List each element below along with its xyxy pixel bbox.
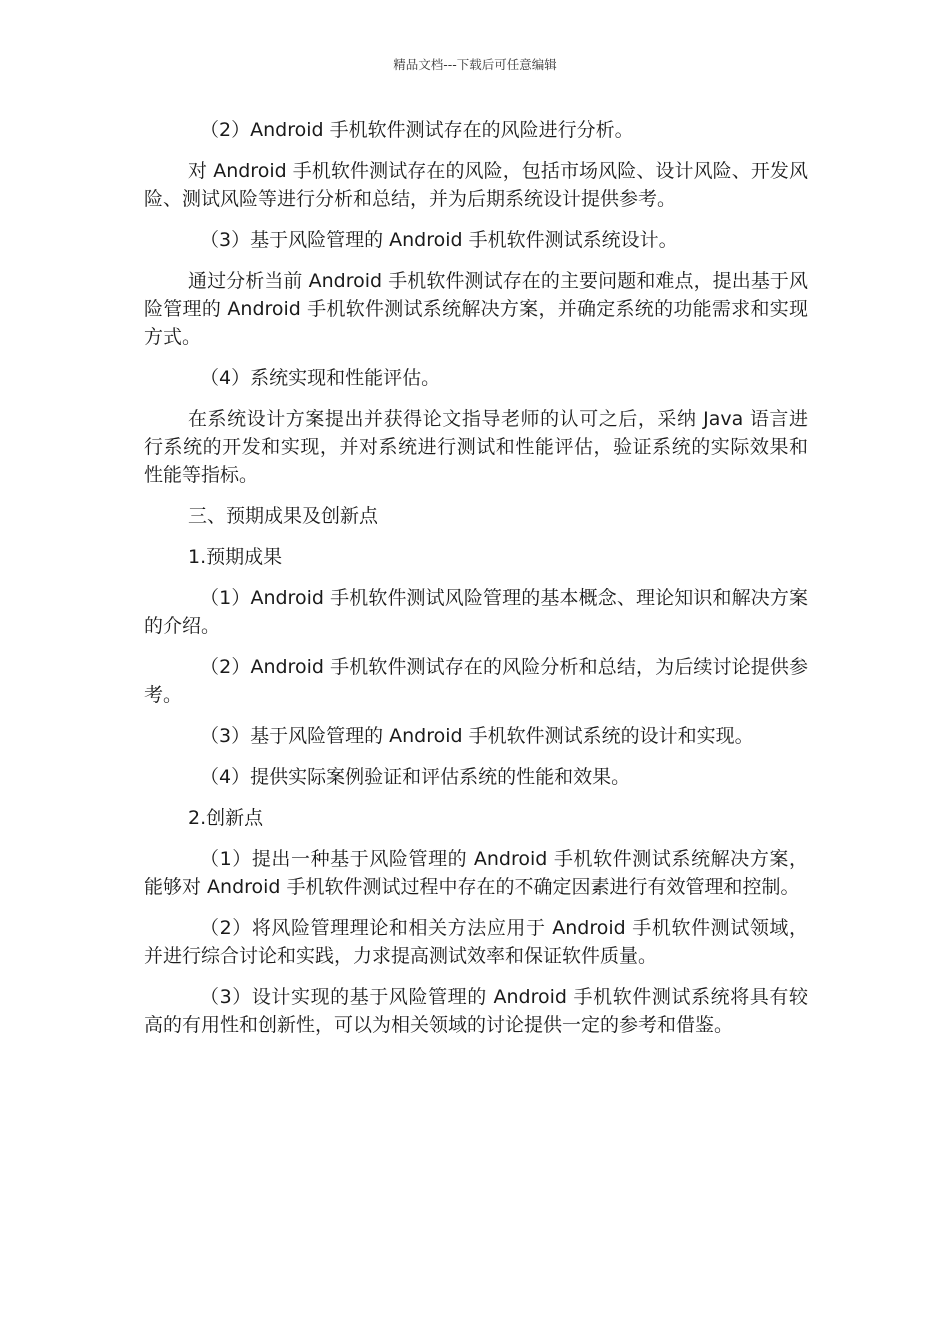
list-item-outcome-2: （2）Android 手机软件测试存在的风险分析和总结，为后续讨论提供参考。 xyxy=(144,656,808,706)
subsection-heading-expected-outcomes: 1.预期成果 xyxy=(188,546,283,568)
paragraph-implementation-heading: （4）系统实现和性能评估。 xyxy=(200,367,441,389)
list-item-outcome-1: （1）Android 手机软件测试风险管理的基本概念、理论知识和解决方案的介绍。 xyxy=(144,587,808,637)
subsection-heading-innovations: 2.创新点 xyxy=(188,807,264,829)
section-heading-outcomes-innovations: 三、预期成果及创新点 xyxy=(188,505,379,527)
list-item-outcome-4: （4）提供实际案例验证和评估系统的性能和效果。 xyxy=(200,766,631,788)
list-item-outcome-3: （3）基于风险管理的 Android 手机软件测试系统的设计和实现。 xyxy=(200,725,754,747)
list-item-innovation-3: （3）设计实现的基于风险管理的 Android 手机软件测试系统将具有较高的有用性和创新性，可以为相关领域的讨论提供一定的参考和借鉴。 xyxy=(144,986,808,1036)
paragraph-system-design-body: 通过分析当前 Android 手机软件测试存在的主要问题和难点，提出基于风险管理的 Android 手机软件测试系统解决方案，并确定系统的功能需求和实现方式。 xyxy=(144,270,808,348)
paragraph-risk-analysis-heading: （2）Android 手机软件测试存在的风险进行分析。 xyxy=(200,119,634,141)
paragraph-risk-analysis-body: 对 Android 手机软件测试存在的风险，包括市场风险、设计风险、开发风险、测试风险等进行分析和总结，并为后期系统设计提供参考。 xyxy=(144,160,808,210)
paragraph-implementation-body: 在系统设计方案提出并获得论文指导老师的认可之后，采纳 Java 语言进行系统的开发和实现，并对系统进行测试和性能评估，验证系统的实际效果和性能等指标。 xyxy=(144,408,808,486)
list-item-innovation-2: （2）将风险管理理论和相关方法应用于 Android 手机软件测试领域，并进行综合讨论和实践，力求提高测试效率和保证软件质量。 xyxy=(144,917,808,967)
document-body xyxy=(144,116,808,1052)
page-header: 精品文档---下载后可任意编辑 xyxy=(393,57,557,72)
list-item-innovation-1: （1）提出一种基于风险管理的 Android 手机软件测试系统解决方案，能够对 Android 手机软件测试过程中存在的不确定因素进行有效管理和控制。 xyxy=(144,848,808,898)
paragraph-system-design-heading: （3）基于风险管理的 Android 手机软件测试系统设计。 xyxy=(200,229,678,251)
